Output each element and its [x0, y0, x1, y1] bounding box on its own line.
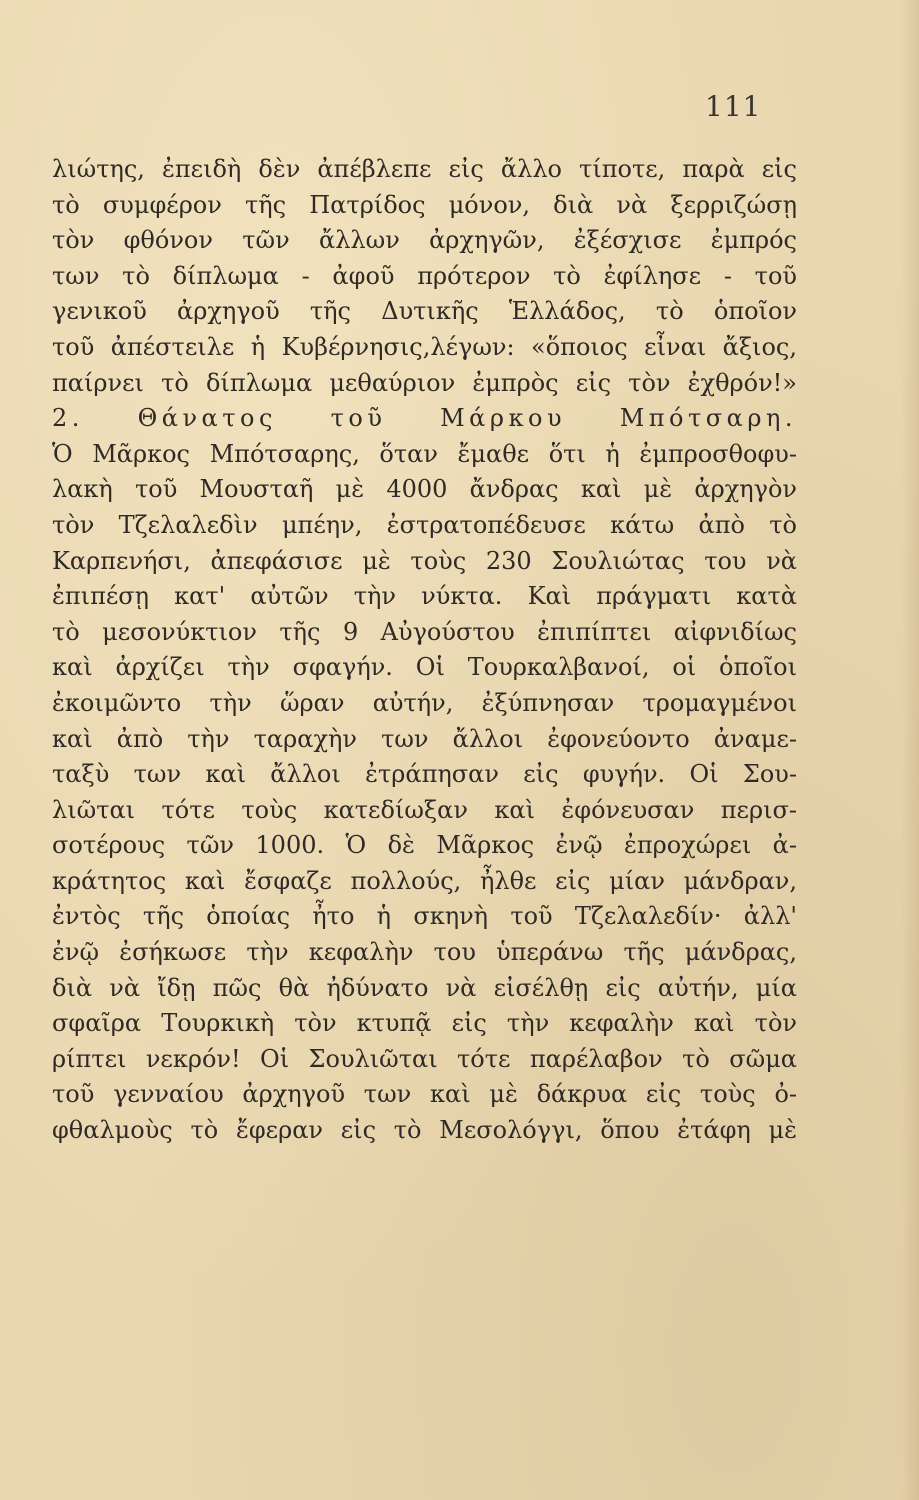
text-line: ἐκοιμῶντο τὴν ὥραν αὐτήν, ἐξύπνησαν τρομαγμένοι: [52, 688, 797, 717]
text-line: καὶ ἀρχίζει τὴν σφαγήν. Οἱ Τουρκαλβανοί, οἱ ὁποῖοι: [52, 653, 797, 682]
text-line: τὸ μεσονύκτιον τῆς 9 Αὐγούστου ἐπιπίπτει αἰφνιδίως: [52, 617, 797, 646]
body-text: [52, 152, 797, 1149]
text-line: σφαῖρα Τουρκικὴ τὸν κτυπᾷ εἰς τὴν κεφαλὴν καὶ τὸν: [52, 1009, 797, 1038]
text-line: παίρνει τὸ δίπλωμα μεθαύριον ἐμπρὸς εἰς τὸν ἐχθρόν!»: [52, 368, 797, 397]
text-line: λιῶται τότε τοὺς κατεδίωξαν καὶ ἐφόνευσαν περισ-: [52, 795, 797, 824]
text-line: τὸν Τζελαλεδὶν μπέην, ἐστρατοπέδευσε κάτω ἀπὸ τὸ: [52, 510, 797, 539]
text-line: κράτητος καὶ ἔσφαζε πολλούς, ἦλθε εἰς μίαν μάνδραν,: [52, 866, 797, 895]
text-line: φθαλμοὺς τὸ ἔφεραν εἰς τὸ Μεσολόγγι, ὅπου ἐτάφη μὲ: [52, 1116, 797, 1145]
text-line: των τὸ δίπλωμα - ἀφοῦ πρότερον τὸ ἐφίλησε - τοῦ: [52, 261, 797, 290]
section-heading: 2. Θάνατος τοῦ Μάρκου Μπότσαρη.: [52, 404, 797, 433]
text-line: ταξὺ των καὶ ἄλλοι ἐτράπησαν εἰς φυγήν. Οἱ Σου-: [52, 760, 797, 789]
text-line: ἐνῷ ἐσήκωσε τὴν κεφαλὴν του ὑπεράνω τῆς μάνδρας,: [52, 938, 797, 967]
text-line: Ὁ Μᾶρκος Μπότσαρης, ὅταν ἔμαθε ὅτι ἡ ἐμπροσθοφυ-: [52, 439, 797, 468]
text-line: ἐντὸς τῆς ὁποίας ἦτο ἡ σκηνὴ τοῦ Τζελαλεδίν· ἀλλ': [52, 902, 797, 931]
text-line: γενικοῦ ἀρχηγοῦ τῆς Δυτικῆς Ἑλλάδος, τὸ ὁποῖον: [52, 297, 797, 326]
text-line: λιώτης, ἐπειδὴ δὲν ἀπέβλεπε εἰς ἄλλο τίποτε, παρὰ εἰς: [52, 155, 797, 183]
text-line: τὸ συμφέρον τῆς Πατρίδος μόνον, διὰ νὰ ξερριζώσῃ: [52, 190, 797, 219]
page-number: 111: [705, 90, 762, 123]
text-line: ἐπιπέσῃ κατ' αὐτῶν τὴν νύκτα. Καὶ πράγματι κατὰ: [52, 582, 797, 611]
text-line: Καρπενήσι, ἀπεφάσισε μὲ τοὺς 230 Σουλιώτας του νὰ: [52, 546, 797, 575]
page-edge-shadow: [901, 0, 919, 1500]
text-line: τοῦ γενναίου ἀρχηγοῦ των καὶ μὲ δάκρυα εἰς τοὺς ὀ-: [52, 1080, 797, 1109]
text-line: τὸν φθόνον τῶν ἄλλων ἀρχηγῶν, ἐξέσχισε ἐμπρός: [52, 226, 797, 255]
text-line: καὶ ἀπὸ τὴν ταραχὴν των ἄλλοι ἐφονεύοντο ἀναμε-: [52, 724, 797, 753]
text-line: τοῦ ἀπέστειλε ἡ Κυβέρνησις,λέγων: «ὅποιος εἶναι ἄξιος,: [52, 332, 797, 361]
text-line: διὰ νὰ ἴδῃ πῶς θὰ ἠδύνατο νὰ εἰσέλθῃ εἰς αὐτήν, μία: [52, 973, 797, 1002]
text-line: ρίπτει νεκρόν! Οἱ Σουλιῶται τότε παρέλαβον τὸ σῶμα: [52, 1044, 797, 1073]
text-line: λακὴ τοῦ Μουσταῆ μὲ 4000 ἄνδρας καὶ μὲ ἀρχηγὸν: [52, 475, 797, 504]
text-line: σοτέρους τῶν 1000. Ὁ δὲ Μᾶρκος ἐνῷ ἐπροχώρει ἀ-: [52, 831, 797, 860]
